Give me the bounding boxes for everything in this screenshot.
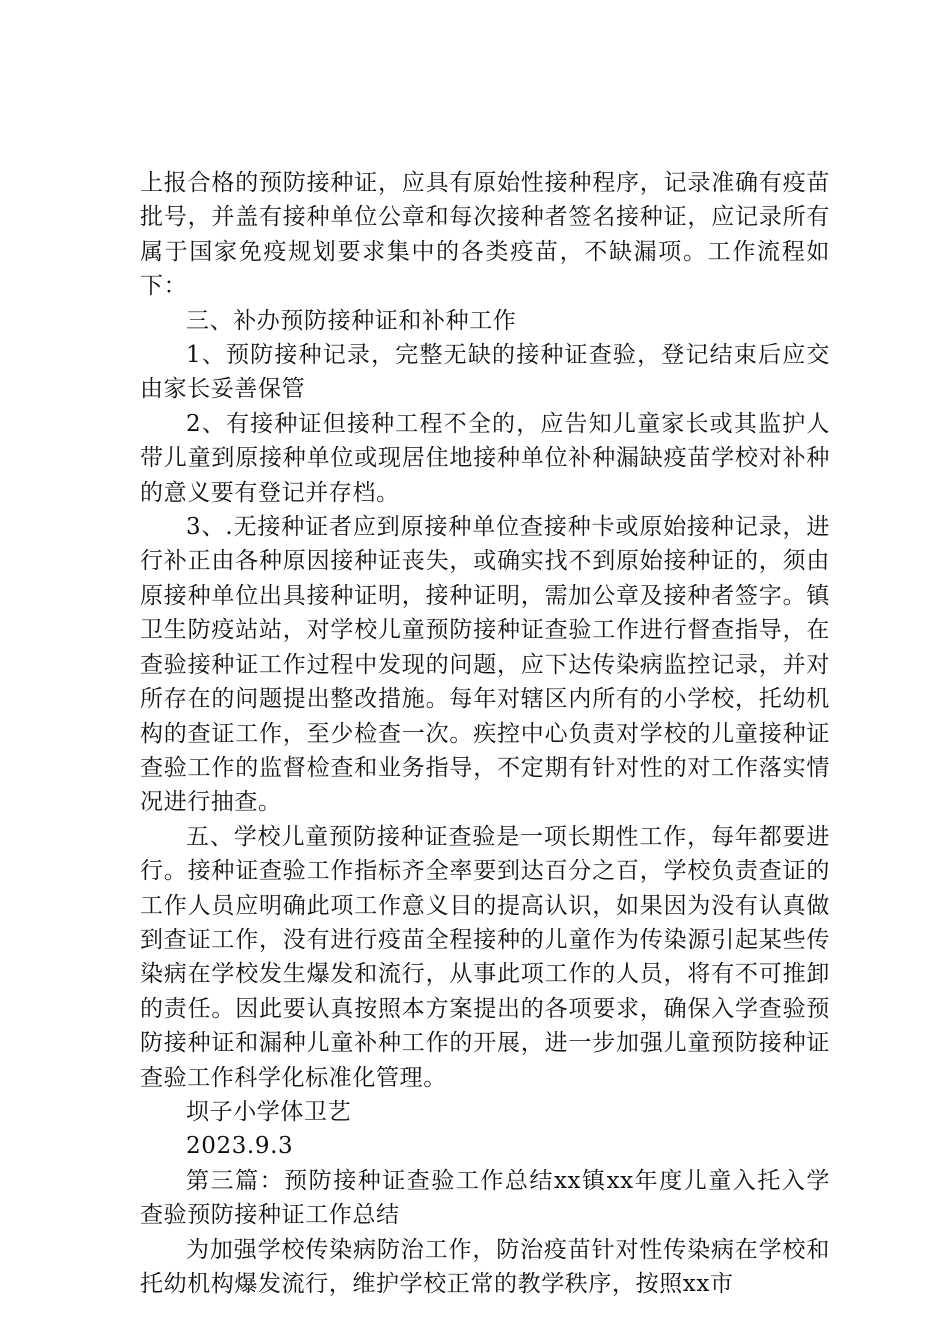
paragraph: 3、.无接种证者应到原接种单位查接种卡或原始接种记录，进行补正由各种原因接种证丧失，或确实找不到原始接种证的，须由原接种单位出具接种证明，接种证明，需加公章及接种者签字。镇卫生防疫站站，对学校儿童预防接种证查验工作进行督查指导，在查验接种证工作过程中发现的问题，应下达传染病监控记录，并对所存在的问题提出整改措施。每年对辖区内所有的小学校，托幼机构的查证工作，至少检查一次。疾控中心负责对学校的儿童接种证查验工作的监督检查和业务指导，不定期有针对性的对工作落实情况进行抽查。 — [140, 514, 830, 816]
date-line: 2023.9.3 — [186, 1133, 294, 1160]
paragraph: 1、预防接种记录，完整无缺的接种证查验，登记结束后应交由家长妥善保管 — [140, 342, 830, 403]
section-heading: 三、补办预防接种证和补种工作 — [186, 307, 517, 334]
signature-line: 坝子小学体卫艺 — [186, 1098, 352, 1125]
paragraph: 为加强学校传染病防治工作，防治疫苗针对性传染病在学校和托幼机构爆发流行，维护学校正常的教学秩序，按照xx市 — [140, 1236, 830, 1297]
document-body — [140, 166, 830, 1301]
paragraph: 上报合格的预防接种证，应具有原始性接种程序，记录准确有疫苗批号，并盖有接种单位公章和每次接种者签名接种证，应记录所有属于国家免疫规划要求集中的各类疫苗，不缺漏项。工作流程如下： — [140, 170, 830, 300]
chapter-title: 第三篇：预防接种证查验工作总结xx镇xx年度儿童入托入学查验预防接种证工作总结 — [140, 1167, 830, 1229]
paragraph: 五、学校儿童预防接种证查验是一项长期性工作，每年都要进行。接种证查验工作指标齐全率要到达百分之百，学校负责查证的工作人员应明确此项工作意义目的提高认识，如果因为没有认真做到查证工作，没有进行疫苗全程接种的儿童作为传染源引起某些传染病在学校发生爆发和流行，从事此项工作的人员，将有不可推卸的责任。因此要认真按照本方案提出的各项要求，确保入学查验预防接种证和漏种儿童补种工作的开展，进一步加强儿童预防接种证查验工作科学化标准化管理。 — [140, 823, 830, 1091]
paragraph: 2、有接种证但接种工程不全的，应告知儿童家长或其监护人带儿童到原接种单位或现居住地接种单位补种漏缺疫苗学校对补种的意义要有登记并存档。 — [140, 410, 830, 506]
